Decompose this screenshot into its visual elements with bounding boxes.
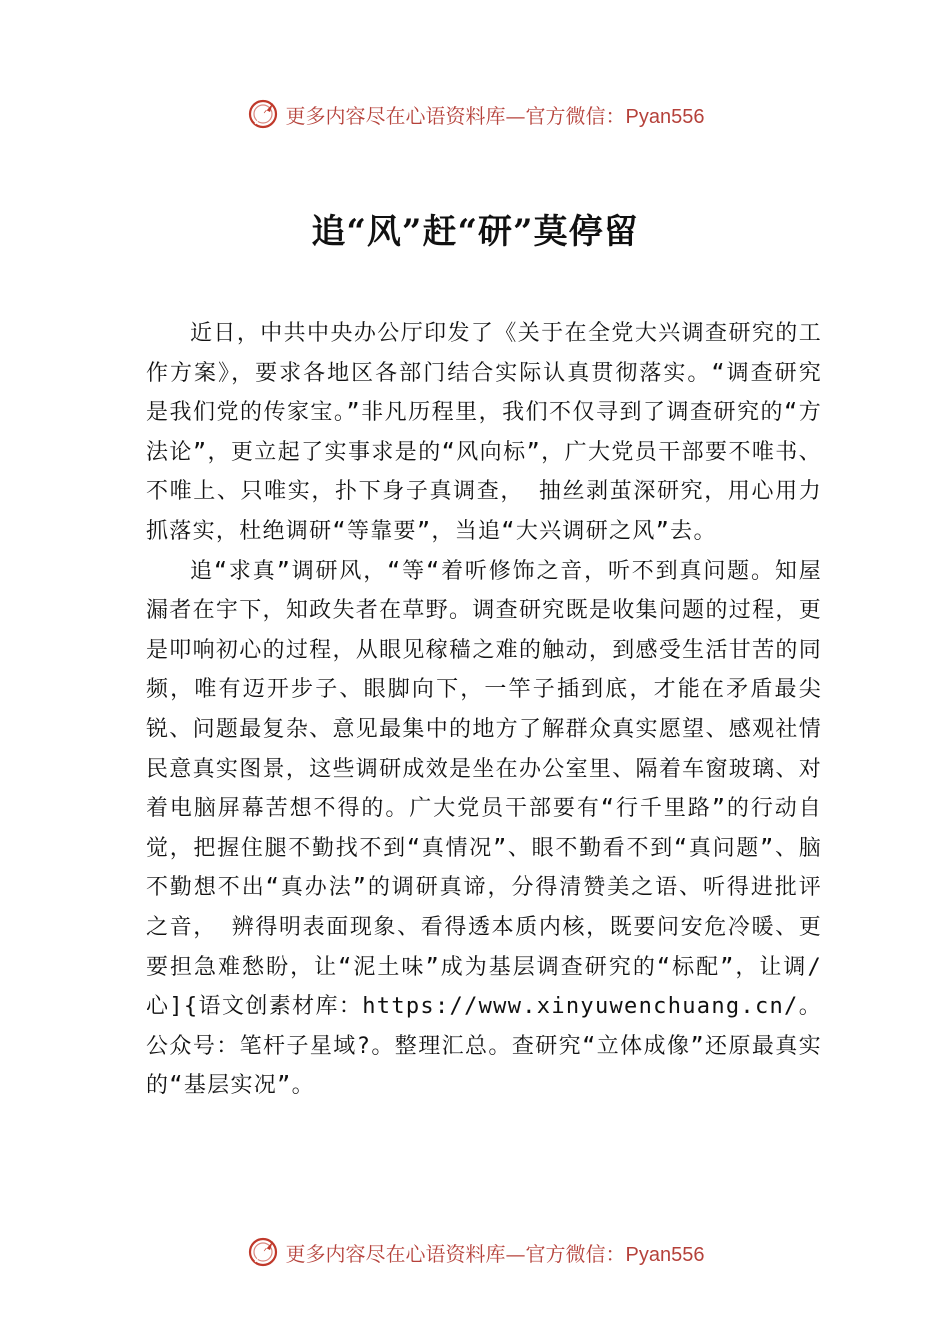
banner-main-text: 更多内容尽在心语资料库— — [285, 1241, 526, 1266]
paragraph-2: 追“求真”调研风，“等“着听修饰之音，听不到真问题。知屋漏者在宇下，知政失者在草野。调查研究既是收集问题的过程，更是叩响初心的过程，从眼见稼穑之难的触动，到感受生活甘苦的同频，唯有迈开步子、眼脚向下，一竿子插到底，才能在矛盾最尖锐、问题最复杂、意见最集中的地方了解群众真实愿望、感观社情民意真实图景，这些调研成效是坐在办公室里、隔着车窗玻璃、对着电脑屏幕苦想不得的。广大党员干部要有“行千里路”的行动自觉，把握住腿不勤找不到“真情况”、眼不勤看不到“真问题”、脑不勤想不出“真办法”的调研真谛，分得清赞美之语、听得进批评之音， 辨得明表面现象、看得透本质内核，既要问安危冷暖、更要担急难愁盼，让“泥土味”成为基层调查研究的“标配”，让调/心]{语文创素材库：https://www.xinyuwenchuang.cn/。公众号：笔杆子星域?。整理汇总。查研究“立体成像”还原最真实的“基层实况”。 — [146, 558, 822, 1099]
paragraph-1: 近日，中共中央办公厅印发了《关于在全党大兴调查研究的工作方案》，要求各地区各部门结合实际认真贯彻落实。“调查研究是我们党的传家宝。”非凡历程里，我们不仅寻到了调查研究的“方法论”，更立起了实事求是的“风向标”，广大党员干部要不唯书、不唯上、只唯实，扑下身子真调查， 抽丝剥茧深研究，用心用力抓落实，杜绝调研“等靠要”，当追“大兴调研之风”去。 — [146, 321, 822, 544]
banner-wechat-id: Pyan556 — [625, 105, 705, 128]
banner-wechat-label: 官方微信： — [525, 1241, 626, 1266]
banner-wechat-label: 官方微信： — [525, 103, 626, 128]
quill-pen-logo-icon — [246, 1235, 280, 1269]
banner-main-text: 更多内容尽在心语资料库— — [285, 103, 526, 128]
footer-banner — [0, 1232, 950, 1272]
banner-text — [286, 1238, 705, 1267]
article-body — [146, 314, 822, 1106]
banner-wechat-id: Pyan556 — [625, 1243, 705, 1266]
quill-pen-logo-icon — [246, 97, 280, 131]
banner-text — [286, 100, 705, 129]
document-title: 追“风”赶“研”莫停留 — [311, 212, 639, 252]
header-banner — [0, 94, 950, 134]
